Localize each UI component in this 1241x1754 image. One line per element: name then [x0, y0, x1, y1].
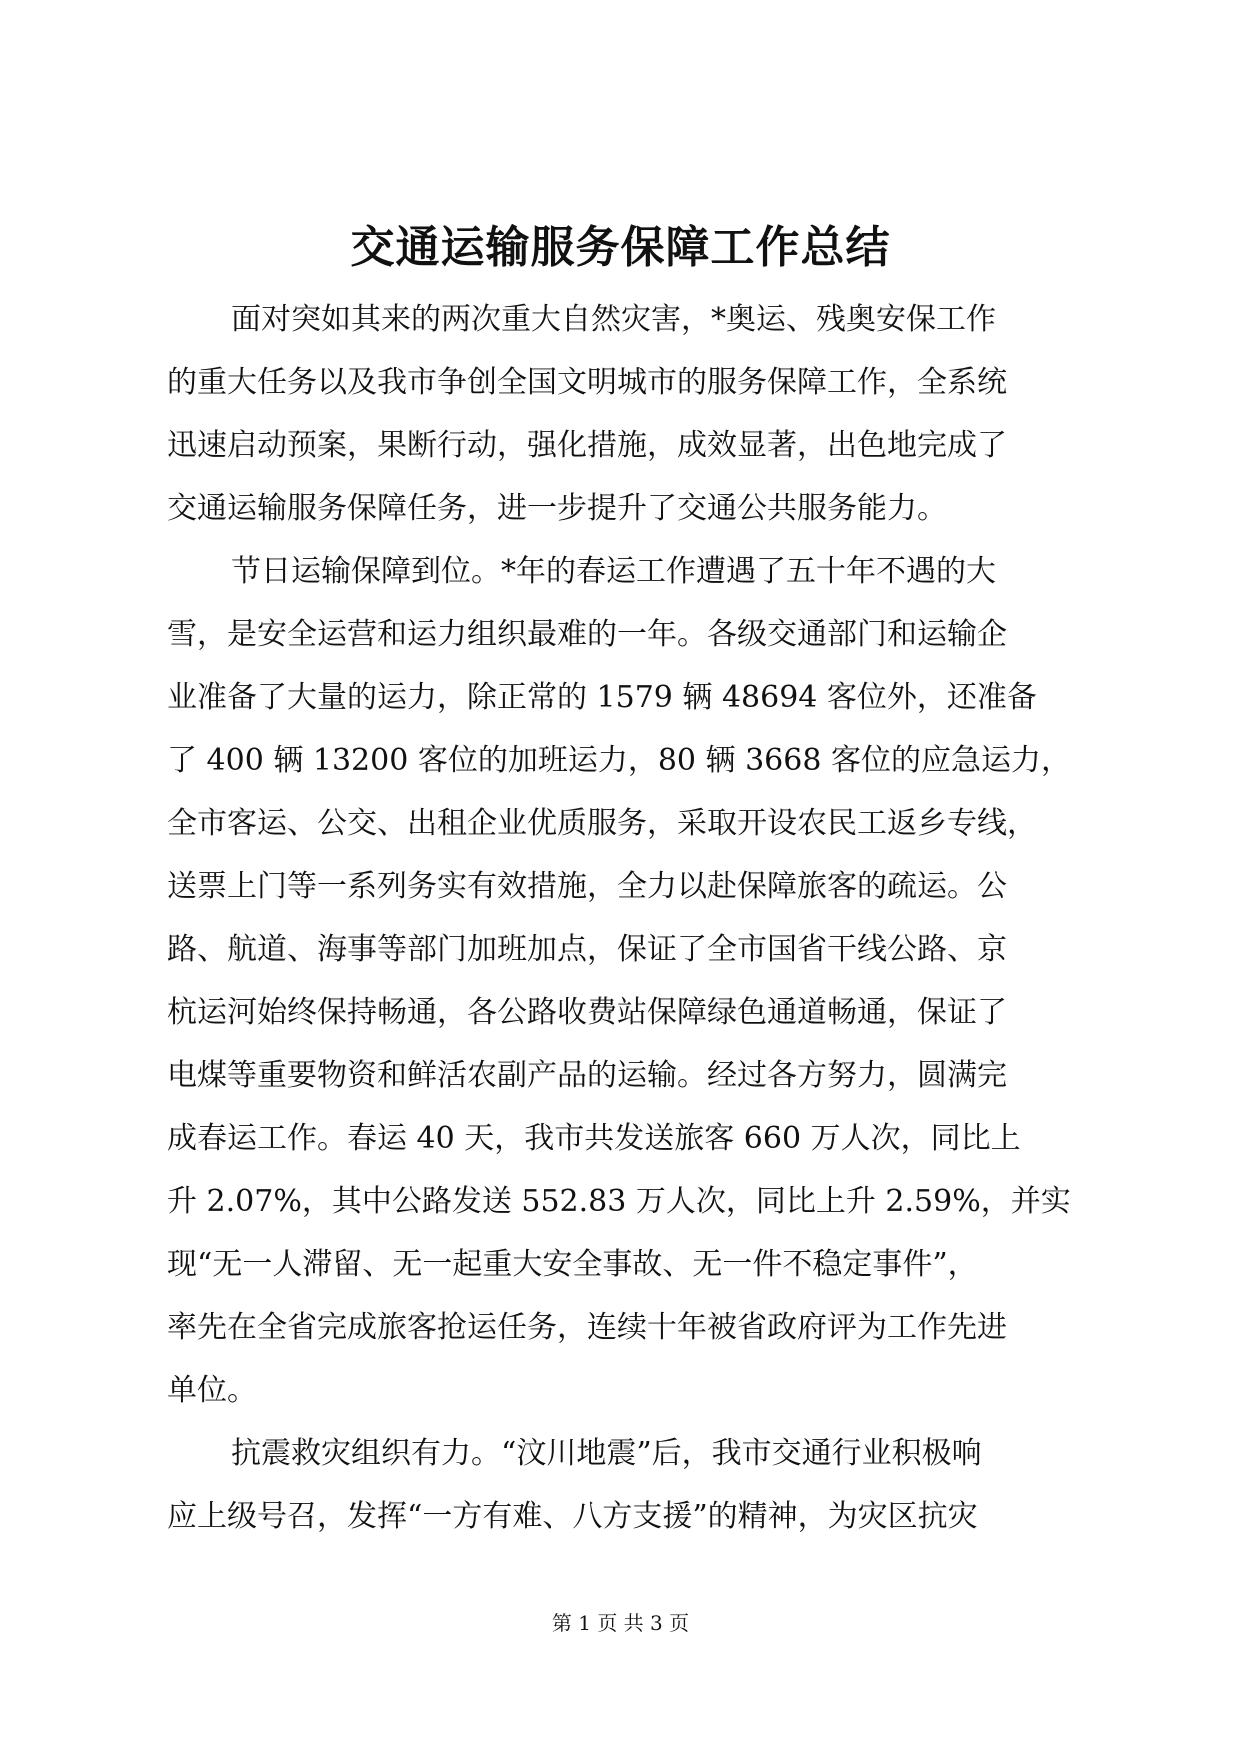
paragraph-2-line-12: 现“无一人滞留、无一起重大安全事故、无一件不稳定事件”，	[167, 1247, 978, 1282]
paragraph-2-line-10: 成春运工作。春运 40 天，我市共发送旅客 660 万人次，同比上	[167, 1121, 1021, 1156]
paragraph-1-line-4: 交通运输服务保障任务，进一步提升了交通公共服务能力。	[167, 491, 947, 526]
paragraph-2-line-5: 全市客运、公交、出租企业优质服务，采取开设农民工返乡专线，	[167, 806, 1037, 841]
paragraph-1-line-2: 的重大任务以及我市争创全国文明城市的服务保障工作，全系统	[167, 365, 1007, 400]
paragraph-1-line-3: 迅速启动预案，果断行动，强化措施，成效显著，出色地完成了	[167, 428, 1007, 463]
paragraph-3-line-2: 应上级号召，发挥“一方有难、八方支援”的精神，为灾区抗灾	[167, 1499, 978, 1534]
paragraph-3-line-1: 抗震救灾组织有力。“汶川地震”后，我市交通行业积极响	[231, 1436, 982, 1471]
paragraph-2-line-2: 雪，是安全运营和运力组织最难的一年。各级交通部门和运输企	[167, 617, 1007, 652]
paragraph-2-line-7: 路、航道、海事等部门加班加点，保证了全市国省干线公路、京	[167, 932, 1007, 967]
paragraph-2-line-14: 单位。	[167, 1373, 257, 1408]
paragraph-1-line-1: 面对突如其来的两次重大自然灾害，*奥运、残奥安保工作	[231, 302, 996, 337]
paragraph-2-line-3: 业准备了大量的运力，除正常的 1579 辆 48694 客位外，还准备	[167, 680, 1037, 715]
paragraph-2-line-11: 升 2.07%，其中公路发送 552.83 万人次，同比上升 2.59%，并实	[167, 1184, 1071, 1219]
paragraph-2-line-13: 率先在全省完成旅客抢运任务，连续十年被省政府评为工作先进	[167, 1310, 1007, 1345]
paragraph-2-line-1: 节日运输保障到位。*年的春运工作遭遇了五十年不遇的大	[231, 554, 996, 589]
document-body	[167, 288, 1077, 1548]
paragraph-2-line-8: 杭运河始终保持畅通，各公路收费站保障绿色通道畅通，保证了	[167, 995, 1007, 1030]
paragraph-2-line-6: 送票上门等一系列务实有效措施，全力以赴保障旅客的疏运。公	[167, 869, 1007, 904]
page-footer: 第 1 页 共 3 页	[551, 1611, 690, 1635]
paragraph-2-line-9: 电煤等重要物资和鲜活农副产品的运输。经过各方努力，圆满完	[167, 1058, 1007, 1093]
document-title: 交通运输服务保障工作总结	[350, 222, 891, 273]
paragraph-2-line-4: 了 400 辆 13200 客位的加班运力，80 辆 3668 客位的应急运力，	[167, 743, 1071, 778]
